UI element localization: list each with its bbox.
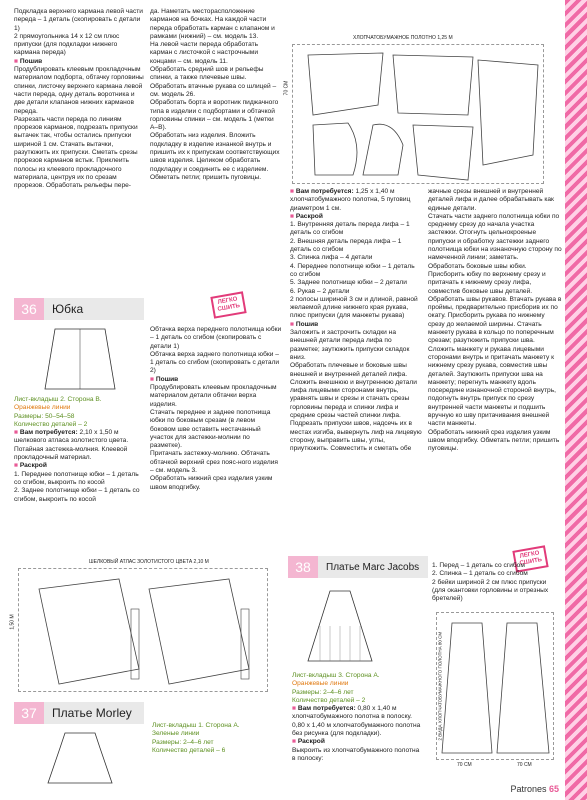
- model-37-sheet: Лист-вкладыш 1. Сторона А.: [152, 722, 240, 729]
- skirt-illustration: [40, 324, 120, 394]
- pattern2-side: 1,50 М: [9, 614, 16, 630]
- model-36-lines: Оранжевые линии: [14, 404, 71, 412]
- col4-text: [428, 188, 562, 454]
- model-36-cut-heading: Раскрой: [19, 462, 47, 470]
- model-38-number: 38: [288, 556, 318, 578]
- model-36b-text: Обтачка верха переднего полотнища юбки – 1 деталь со сгибом (скопировать с детали 1) Обтачка верха заднего полотнища юбки – 1 деталь со сгибом (скопировать с детали 2): [150, 326, 282, 375]
- model-37-title: Платье Morley: [52, 706, 132, 720]
- model-36b-sew-text: Продублировать клеевым прокладочным материалом детали обтачки верха изделия. Стачать переднее и заднее полотнища юбки по боковым срезам (в левом боковом шве оставить нестачанный участок для застежки-молнии по разметке). Притачать застежку-молнию. Обтачать обтачкой верхний срез пояс-ного изделия – см. модель 3. Обработать нижний срез изделия узким швом вподгибку.: [150, 384, 278, 491]
- model-36-number: 36: [14, 298, 44, 320]
- model-37-lines: Зеленые линии: [152, 730, 200, 738]
- col3-need-label: Вам потребуется:: [295, 188, 354, 195]
- model-38-title: Платье Marc Jacobs: [326, 561, 420, 573]
- model-38-info: Лист-вкладыш 3. Сторона А. Оранжевые линии Размеры: 2–4–6 лет Количество деталей – 2 ■ Вам потребуется: 0,80 x 1,40 м хлопчатобумажного полотна в полоску. 0,80 x 1,40 м хлопчатобумажного полотна без рисунка (для подкладки). ■ Раскрой Выкроить из хлопчатобумажного полотна в полоску:: [292, 672, 421, 762]
- pattern-layout-2: [9, 559, 268, 692]
- col1-intro: Подкладка верхнего кармана левой части переда – 1 деталь (скопировать с детали 1) 2 прямоугольника 14 x 12 см плюс припуски (для подкладки нижнего кармана переда): [14, 8, 143, 57]
- model-38-list-text: 1. Перед – 1 деталь со сгибом 2. Спинка – 1 деталь со сгибом 2 бейки шириной 2 см плюс припуски (для окантовки горловины и отрезных бретелей): [432, 562, 549, 603]
- col3-need: 1,25 x 1,40 м хлопчатобумажного полотна, 5 пуговиц диаметром 1 см.: [290, 188, 411, 212]
- model-36-info: Лист-вкладыш 2. Сторона В. Оранжевые линии Размеры: 50–54–58 Количество деталей – 2 ■ Вам потребуется: 2,10 x 1,50 м шелкового атласа золотистого цвета. Потайная застежка-молния. Клеевой прокладочный материал. ■ Раскрой 1. Переднее полотнище юбки – 1 деталь со сгибом, выкроить по косой 2. Заднее полотнище юбки – 1 деталь со сгибом, выкроить по косой: [14, 396, 144, 504]
- pattern-layout-1: [283, 35, 544, 184]
- pattern-layout-3: [436, 612, 554, 768]
- model-38-cut-heading: Раскрой: [297, 738, 325, 746]
- model-36-sew: Обтачка верха переднего полотнища юбки – 1 деталь со сгибом (скопировать с детали 1) Обтачка верха заднего полотнища юбки – 1 деталь со сгибом (скопировать с детали 2) ■ Пошив Продублировать клеевым прокладочным материалом детали обтачки верха изделия. Стачать переднее и заднее полотнища юбки по боковым срезам (в левом боковом шве оставить нестачанный участок для застежки-молнии по разметке). Притачать застежку-молнию. Обтачать обтачкой верхний срез пояс-ного изделия – см. модель 3. Обработать нижний срез изделия узким швом вподгибку.: [150, 326, 282, 491]
- model-38-sheet: Лист-вкладыш 3. Сторона А.: [292, 672, 380, 679]
- pattern3-side: 2 ВИДА ХЛОПЧАТОБУМАЖНОГО ПОЛОТНА 80 СМ: [437, 631, 443, 741]
- model-37-count: Количество деталей – 6: [152, 746, 226, 754]
- pattern1-side: 70 СМ: [283, 80, 290, 96]
- model-37-number: 37: [14, 702, 44, 724]
- model-38-list: [432, 562, 558, 603]
- model-37-header: [14, 702, 144, 724]
- model-38-need: 0,80 x 1,40 м хлопчатобумажного полотна в полоску. 0,80 x 1,40 м хлопчатобумажного полотна без рисунка (для подкладки).: [292, 705, 421, 738]
- dress-morley-illustration: [40, 728, 120, 788]
- model-36-count: Количество деталей – 2: [14, 420, 88, 428]
- col1-body: Продублировать клеевым прокладочным материалом подборта, обтачку горловины спинки, листочку верхнего кармана левой части переда, одну деталь воротника и две детали клапанов нижних карманов переда. Разрезать части переда по линиям прорезов карманов, подрезать припуски вытачек так, чтобы остались припуски шириной 1 см. Стачать вытачки, разутюжить их припуски. Сметать срезы прорезов карманов встык. Приклеить полосы из клеевого прокладочного материала, центруя их по срезам прорезов. Обработать рельефы пере-: [14, 66, 144, 190]
- model-36-cut-text: 1. Переднее полотнище юбки – 1 деталь со сгибом, выкроить по косой 2. Заднее полотнище юбки – 1 деталь со сгибом, выкроить по косой: [14, 470, 140, 503]
- page-number: 65: [548, 784, 559, 794]
- model-36-title: Юбка: [52, 302, 84, 316]
- dress-marc-jacobs-illustration: [300, 586, 380, 666]
- model-36-need: 2,10 x 1,50 м шелкового атласа золотистого цвета. Потайная застежка-молния. Клеевой прокладочный материал.: [14, 429, 129, 462]
- page-footer: [510, 784, 559, 794]
- model-38-header: [288, 556, 428, 578]
- pattern3-width2: 70 СМ: [517, 762, 532, 768]
- pattern2-drawing: [19, 569, 269, 693]
- model-36b-sew-heading: Пошив: [155, 375, 179, 383]
- model-37-info: [152, 722, 282, 755]
- model-36-sizes: Размеры: 50–54–58: [14, 412, 75, 420]
- col3-text: ■ Вам потребуется: 1,25 x 1,40 м хлопчатобумажного полотна, 5 пуговиц диаметром 1 см. ■ Раскрой 1. Внутренняя деталь переда лифа – 1 деталь со сгибом 2. Внешняя деталь переда лифа – 1 деталь со сгибом 3. Спинка лифа – 4 детали 4. Переднее полотнище юбки – 1 деталь со сгибом 5. Заднее полотнище юбки – 2 детали 6. Рукав – 2 детали 2 полосы шириной 3 см и длиной, равной желаемой длине нижнего края рукава, плюс припуски (для манжеты рукава) ■ Пошив Заложить и застрочить складки на внешней детали переда лифа по разметке; заутюжить припуски складок вниз. Обработать плечевые и боковые швы внешней и внутренней деталей лифа. Сложить внешнюю и внутреннюю детали лифа лицевыми сторонами внутрь, уравнять швы и срезы и стачать срезы горловины переда и спинки лифа и средние срезы частей спинки лифа. Подрезать припуски швов, надсечь их в местах изгиба, вывернуть лиф на лицевую сторону, выправить швы, углы, приутюжить. Совместить и сметать обе: [290, 188, 422, 453]
- easy-sew-stamp: ЛЕГКО СШИТЬ: [210, 291, 246, 318]
- model-36-header: [14, 298, 144, 320]
- col1-text: Подкладка верхнего кармана левой части переда – 1 деталь (скопировать с детали 1) 2 прямоугольника 14 x 12 см плюс припуски (для подкладки нижнего кармана переда) ■ Пошив Продублировать клеевым прокладочным материалом подборта, обтачку горловины спинки, листочку верхнего кармана левой части переда, одну деталь воротника и две детали клапанов нижних карманов переда. Разрезать части переда по линиям прорезов карманов, подрезать припуски вытачек так, чтобы остались припуски шириной 1 см. Стачать вытачки, разутюжить их припуски. Сметать срезы прорезов карманов встык. Приклеить полосы из клеевого прокладочного материала, центруя их по срезам прорезов. Обработать рельефы пере-: [14, 8, 144, 190]
- model-38-sizes: Размеры: 2–4–6 лет: [292, 688, 354, 696]
- model-38-cut-text: Выкроить из хлопчатобумажного полотна в полоску:: [292, 746, 420, 762]
- model-38-need-label: Вам потребуется:: [297, 705, 356, 713]
- col3-sew-text: Заложить и застрочить складки на внешней детали переда лифа по разметке; заутюжить припуски складок вниз. Обработать плечевые и боковые швы внешней и внутренней деталей лифа. Сложить внешнюю и внутреннюю детали лифа лицевыми сторонами внутрь, уравнять швы и срезы и стачать срезы горловины переда и спинки лифа и средние срезы частей спинки лифа. Подрезать припуски швов, надсечь их в местах изгиба, вывернуть лиф на лицевую сторону, выправить швы, углы, приутюжить. Совместить и сметать обе: [290, 329, 422, 453]
- model-36-sheet: Лист-вкладыш 2. Сторона В.: [14, 396, 102, 403]
- pattern1-label: ХЛОПЧАТОБУМАЖНОЕ ПОЛОТНО 1,25 М: [353, 35, 453, 41]
- col3-cut-heading: Раскрой: [295, 212, 323, 220]
- decorative-stripe: [565, 0, 587, 800]
- col2-text: [150, 8, 280, 182]
- pattern2-label: ШЕЛКОВЫЙ АТЛАС ЗОЛОТИСТОГО ЦВЕТА 2,10 М: [89, 559, 209, 565]
- col1-sew-heading: Пошив: [19, 57, 43, 65]
- pattern1-drawing: [293, 45, 545, 185]
- model-38-count: Количество деталей – 2: [292, 696, 366, 704]
- footer-brand: Patrones: [510, 784, 547, 794]
- col2-body: да. Наметать месторасположение карманов на бочках. На каждой части переда обработать карман с клапаном и рамками (нижний) – см. модель 13. На левой части переда обработать карман с листочкой с настрочными концами – см. модель 11. Обработать средний шов и рельефы спинки, а также плечевые швы. Обработать втачные рукава со шлицей – см. модель 26. Обработать борта и воротник пиджачного типа в изделии с подбортами и обтачкой горловины спинки – см. модель 1 (метки А–В). Обработать низ изделия. Вложить подкладку в изделие изнанкой внутрь и пришить их к припускам соответствующих швов изделия. Целиком обработать подкладку и соединить ее с изделием. Обметать петли; пришить пуговицы.: [150, 8, 280, 181]
- col4-body: жачные срезы внешней и внутренней деталей лифа и далее обрабатывать как единые детали. Стачать части заднего полотнища юбки по среднему срезу до начала участка застежки. Отогнуть цельнокроеные припуски и обработку застежки заднего полотнища юбки на изнаночную сторону по намеченной линии; заметать. Обработать боковые швы юбки. Присборить юбку по верхнему срезу и притачать к нижнему срезу лифа, совместив боковые швы деталей. Обработать швы рукавов. Втачать рукава в проймы, предварительно присборив их по окату. Присборить рукава по нижнему срезу до желаемой ширины. Стачать манжету рукава в кольцо по поперечным срезам; разутюжить припуски шва. Сложить манжету и рукава лицевыми сторонами внутрь и притачать манжету к нижнему срезу рукава, совместив швы деталей. Заутюжить припуски шва на манжету; перегнуть манжету вдоль посередине изнаночной стороной внутрь, подогнуть внутрь припуск по срезу внутренней части манжеты и подшить вручную ко шву притачивания внешней части манжеты. Обработать нижний срез изделия узким швом вподгибку. Обметать петли; пришить пуговицы.: [428, 188, 562, 453]
- col3-sew-heading: Пошив: [295, 320, 319, 328]
- easy-sew-stamp-38: ЛЕГКО СШИТЬ: [512, 545, 548, 572]
- model-38-lines: Оранжевые линии: [292, 680, 349, 688]
- col3-cut-text: 1. Внутренняя деталь переда лифа – 1 деталь со сгибом 2. Внешняя деталь переда лифа – 1 деталь со сгибом 3. Спинка лифа – 4 детали 4. Переднее полотнище юбки – 1 деталь со сгибом 5. Заднее полотнище юбки – 2 детали 6. Рукав – 2 детали 2 полосы шириной 3 см и длиной, равной желаемой длине нижнего края рукава, плюс припуски (для манжеты рукава): [290, 221, 418, 320]
- pattern3-width1: 70 СМ: [457, 762, 472, 768]
- model-37-sizes: Размеры: 2–4–6 лет: [152, 738, 214, 746]
- pattern3-drawing: [437, 613, 555, 761]
- model-36-need-label: Вам потребуется:: [19, 429, 78, 437]
